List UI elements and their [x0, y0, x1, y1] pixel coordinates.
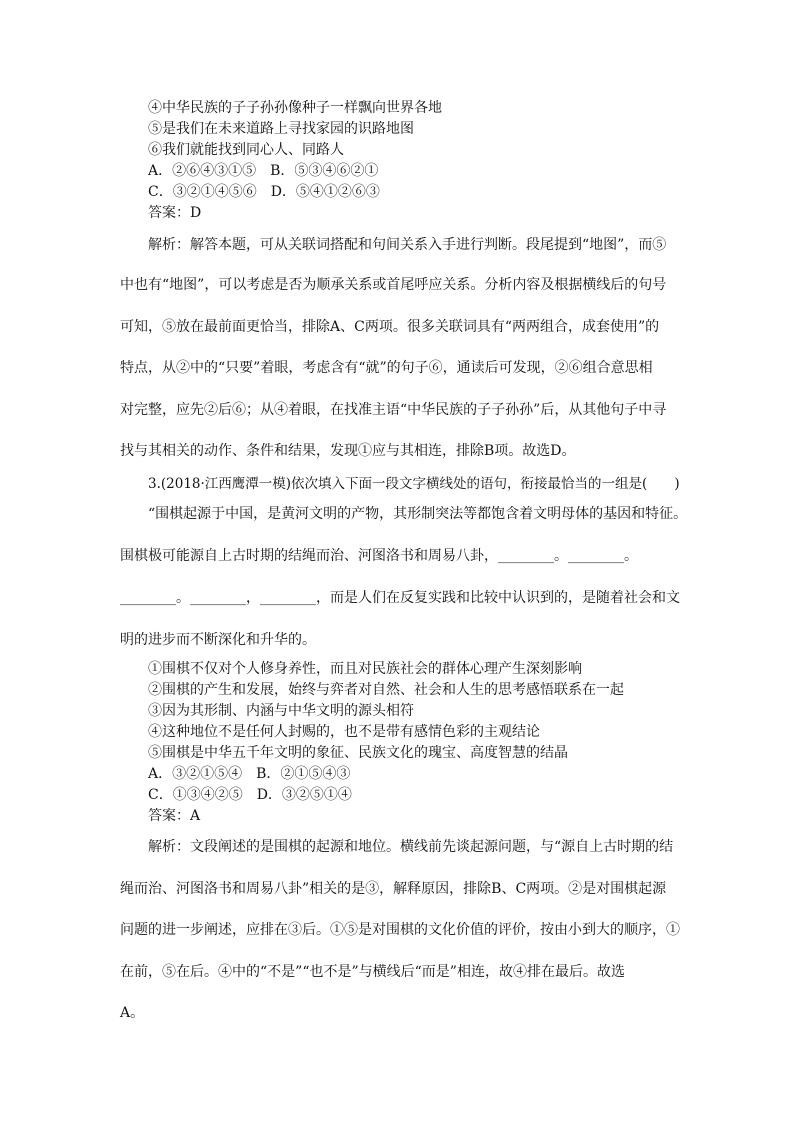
q3-item-5: ⑤围棋是中华五千年文明的象征、民族文化的瑰宝、高度智慧的结晶 [148, 745, 568, 761]
q3-item-2: ②围棋的产生和发展，始终与弈者对自然、社会和人生的思考感悟联系在一起 [148, 682, 624, 698]
q2-analysis-line-2: 中也有“地图”，可以考虑是否为顺承关系或首尾呼应关系。分析内容及根据横线后的句号 [120, 277, 667, 293]
q3-stem: 3.(2018·江西鹰潭一模)依次填入下面一段文字横线处的语句，衔接最恰当的一组是( ) [148, 476, 680, 492]
q2-options-cd: C．③②①④⑤⑥ D．⑤④①②⑥③ [148, 184, 380, 200]
q3-passage-line-4: 明的进步而不断深化和升华的。 [120, 632, 316, 648]
q2-analysis-line-1: 解析：解答本题，可从关联词搭配和句间关系入手进行判断。段尾提到“地图”，而⑤ [148, 237, 667, 253]
q3-passage-line-2: 围棋极可能源自上古时期的结绳而治、河图洛书和周易八卦，________。________。 [120, 548, 638, 564]
q3-options-cd: C．①③④②⑤ D．③②⑤①④ [148, 787, 352, 803]
q3-answer: 答案：A [148, 808, 201, 824]
q3-passage-line-3: ________。________，________，而是人们在反复实践和比较中认识到的，是随着社会和文 [120, 590, 680, 606]
q3-item-1: ①围棋不仅对个人修身养性，而且对民族社会的群体心理产生深刻影响 [148, 661, 582, 677]
q3-passage-line-1: “围棋起源于中国，是黄河文明的产物，其形制突法等都饱含着文明母体的基因和特征。 [148, 506, 688, 522]
q3-analysis-line-3: 问题的进一步阐述，应排在③后。①⑤是对围棋的文化价值的评价，按由小到大的顺序，① [120, 922, 680, 938]
q2-analysis-line-5: 对完整，应先②后⑥；从④着眼，在找准主语“中华民族的子子孙孙”后，从其他句子中寻 [120, 402, 667, 418]
q3-item-4: ④这种地位不是任何人封赐的，也不是带有感情色彩的主观结论 [148, 724, 540, 740]
q3-options-ab: A．③②①⑤④ B．②①⑤④③ [148, 766, 351, 782]
q3-analysis-line-1: 解析：文段阐述的是围棋的起源和地位。横线前先谈起源问题，与“源自上古时期的结 [148, 839, 674, 855]
q3-analysis-line-5: A。 [120, 1005, 145, 1021]
q2-analysis-line-4: 特点，从②中的“只要”着眼，考虑含有“就”的句子⑥，通读后可发现，②⑥组合意思相 [120, 360, 653, 376]
q2-item-4: ④中华民族的子子孙孙像种子一样飘向世界各地 [148, 100, 442, 116]
q3-item-3: ③因为其形制、内涵与中华文明的源头相符 [148, 703, 414, 719]
q2-analysis-line-6: 找与其相关的动作、条件和结果，发现①应与其相连，排除B项。故选D。 [120, 443, 576, 459]
q2-item-5: ⑤是我们在未来道路上寻找家园的识路地图 [148, 121, 414, 137]
q2-item-6: ⑥我们就能找到同心人、同路人 [148, 142, 344, 158]
q3-analysis-line-4: 在前，⑤在后。④中的“不是”“也不是”与横线后“而是”相连，故④排在最后。故选 [120, 964, 625, 980]
q2-answer: 答案：D [148, 205, 202, 221]
q2-options-ab: A．②⑥④③①⑤ B．⑤③④⑥②① [148, 163, 379, 179]
q3-analysis-line-2: 绳而治、河图洛书和周易八卦”相关的是③，解释原因，排除B、C两项。②是对围棋起源 [120, 881, 667, 897]
q2-analysis-line-3: 可知，⑤放在最前面更恰当，排除A、C两项。很多关联词具有“两两组合，成套使用”的 [120, 319, 660, 335]
